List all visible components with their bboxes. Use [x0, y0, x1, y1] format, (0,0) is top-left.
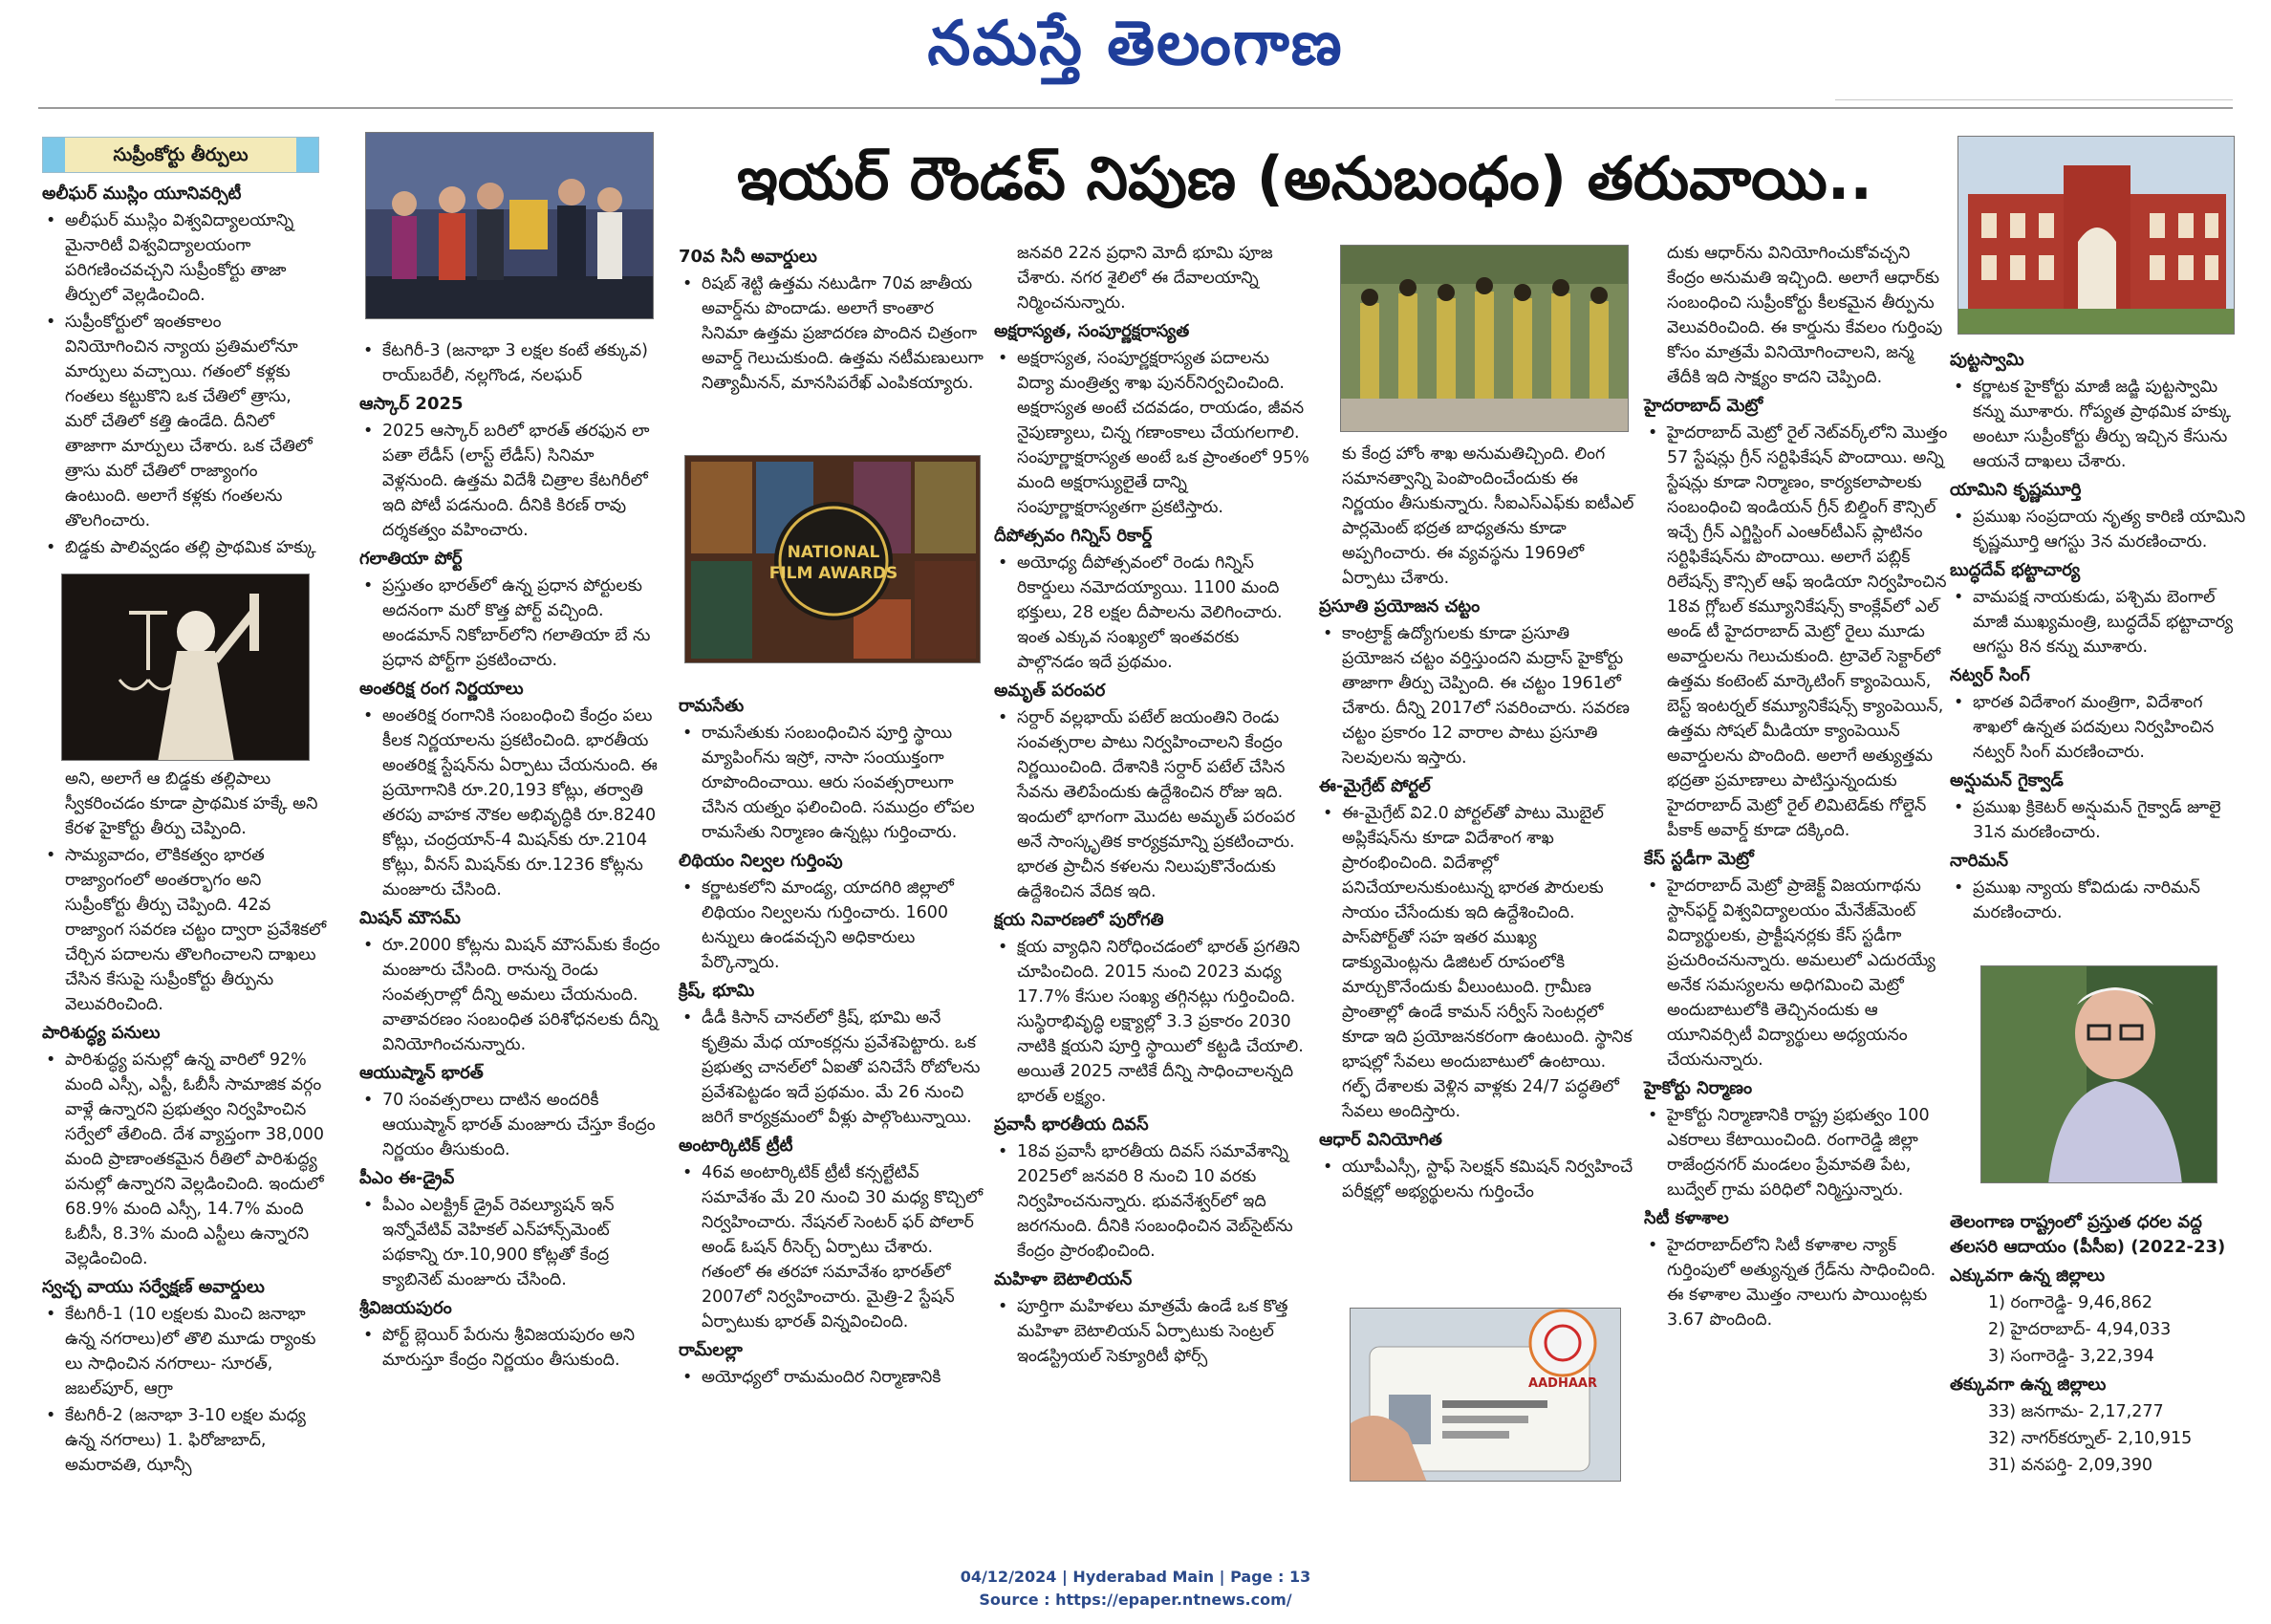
- news-bullet: • ప్రస్తుతం భారత్‌లో ఉన్న ప్రధాన పోర్టులకు అదనంగా మరో కొత్త పోర్ట్ వచ్చింది. అండమాన్ నికోబార్‌లోని గలాతియా బే ను ప్రధాన పోర్ట్‌గా ప్రకటించారు.: [359, 574, 663, 673]
- news-bullet: • భారత విదేశాంగ మంత్రిగా, విదేశాంగ శాఖలో ఉన్నత పదవులు నిర్వహించిన నట్వర్ సింగ్ మరణించారు.: [1950, 690, 2252, 765]
- column-6: [1644, 241, 1948, 1334]
- section-heading: లిథియం నిల్వల గుర్తింపు: [679, 851, 843, 871]
- section-heading: శ్రీవిజయపురం: [359, 1298, 452, 1318]
- section-heading: మిషన్ మౌసమ్: [359, 908, 461, 928]
- footer-source-link[interactable]: Source : https://epaper.ntnews.com/: [979, 1591, 1292, 1609]
- footer-date-line: 04/12/2024 | Hyderabad Main | Page : 13: [960, 1568, 1311, 1586]
- news-bullet: • హైకోర్టు నిర్మాణానికి రాష్ట్ర ప్రభుత్వం 100 ఎకరాలు కేటాయించింది. రంగారెడ్డి జిల్లా రాజేంద్రనగర్ మండలం ప్రేమావతి పేట, బుద్వేల్ గ్రామ పరిధిలో నిర్మిస్తున్నారు.: [1644, 1103, 1948, 1202]
- section-heading: హైదరాబాద్ మెట్రో: [1644, 396, 1763, 416]
- section-heading: స్వచ్ఛ వాయు సర్వేక్షణ్ అవార్డులు: [42, 1277, 265, 1297]
- section-heading: పుట్టస్వామి: [1950, 350, 2024, 370]
- section-heading: హైకోర్టు నిర్మాణం: [1644, 1078, 1753, 1098]
- news-bullet: • అంతరిక్ష రంగానికి సంబంధించి కేంద్రం పలు కీలక నిర్ణయాలను ప్రకటించింది. భారతీయ అంతరిక్ష స్టేషన్‌ను ఏర్పాటు చేయనుంది. ఈ ప్రయోగానికి రూ.20,193 కోట్లు, తర్వాతి తరపు వాహక నౌకల అభివృద్ధికి రూ.8240 కోట్లు, చంద్రయాన్-4 మిషన్‌కు రూ.2104 కోట్లు, వీనస్ మిషన్‌కు రూ.1236 కోట్లను మంజూరు చేసింది.: [359, 704, 663, 902]
- university-building-photo: [1957, 136, 2235, 335]
- section-heading: 70వ సినీ అవార్డులు: [679, 247, 817, 267]
- section-heading: ఎక్కువగా ఉన్న జిల్లాలు: [1950, 1266, 2106, 1286]
- section-heading: సిటీ కళాశాల: [1644, 1208, 1729, 1228]
- column-1-bottom: [42, 767, 329, 1480]
- section-heading: యామిని కృష్ణమూర్తి: [1950, 480, 2082, 500]
- news-bullet: • అక్షరాస్యత, సంపూర్ణక్షరాస్యత పదాలను విద్యా మంత్రిత్వ శాఖ పునర్‌నిర్వచించింది. అక్షరాస్యత అంటే చదవడం, రాయడం, జీవన నైపుణ్యాలు, చిన్న గణాంకాలు చేయగలగాలి. సంపూర్ణాక్షరాస్యత అంటే ఒక ప్రాంతంలో 95% మంది అక్షరాస్యులైతే దాన్ని సంపూర్ణాక్షరాస్యతగా ప్రకటిస్తారు.: [994, 346, 1309, 520]
- news-bullet: • ప్రముఖ క్రికెటర్ అన్షుమన్ గైక్వాడ్ జూలై 31న మరణించారు.: [1950, 795, 2252, 845]
- news-paragraph: కు కేంద్ర హోం శాఖ అనుమతిచ్చింది. లింగ సమానత్వాన్ని పెంపొందించేందుకు ఈ నిర్ణయం తీసుకున్నారు. సీఐఎస్‌ఎఫ్‌కు ఐటీఎల్ పార్లమెంట్ భద్రత బాధ్యతను కూడా అప్పగించారు. ఈ వ్యవస్థను 1969లో ఏర్పాటు చేశారు.: [1342, 444, 1634, 588]
- news-bullet: • అయోధ్య దీపోత్సవంలో రెండు గిన్నిస్ రికార్డులు నమోదయ్యాయి. 1100 మంది భక్తులు, 28 లక్షల దీపాలను వెలిగించారు. ఇంత ఎక్కువ సంఖ్యలో ఇంతవరకు పాల్గొనడం ఇదే ప్రథమం.: [994, 551, 1309, 675]
- section-heading: అమృత్ పరంపర: [994, 681, 1106, 701]
- pci-title: తెలంగాణ రాష్ట్రంలో ప్రస్తుత ధరల వద్ద తలసరి ఆదాయం (పీసీఐ) (2022-23): [1950, 1212, 2226, 1257]
- masthead-rule: [38, 107, 2233, 109]
- parade-photo: [1340, 245, 1629, 432]
- award-ceremony-photo: [365, 132, 654, 319]
- section-heading: రామసేతు: [679, 696, 745, 716]
- masthead-thin-rule: [1835, 99, 2233, 100]
- aadhaar-logo-text: AADHAAR: [1528, 1376, 1597, 1391]
- news-bullet: • అయోధ్యలో రామమందిర నిర్మాణానికి: [679, 1365, 984, 1390]
- news-paragraph: దుకు ఆధార్‌ను వినియోగించుకోవచ్చని కేంద్రం అనుమతి ఇచ్చింది. అలాగే ఆధార్‌కు సంబంధించి సుప్రీంకోర్టు కీలకమైన తీర్పును వెలువరించింది. ఈ కార్డును కేవలం గుర్తింపు కోసం మాత్రమే వినియోగించాలని, జన్మ తేదీకి ఇది సాక్ష్యం కాదని చెప్పింది.: [1667, 244, 1943, 387]
- news-bullet: • 2025 ఆస్కార్ బరిలో భారత్ తరఫున లా పతా లేడీస్ (లాస్ట్ లేడీస్) సినిమా వెళ్లనుంది. ఉత్తమ విదేశీ చిత్రాల కేటగిరీలో ఇది పోటీ పడనుంది. దీనికి కిరణ్ రావు దర్శకత్వం వహించారు.: [359, 419, 663, 543]
- news-bullet: • హైదరాబాద్ మెట్రో రైల్ నెట్‌వర్క్‌లోని మొత్తం 57 స్టేషన్లు గ్రీన్ సర్టిఫికేషన్ పొందాయి. అన్ని స్టేషన్లు కూడా నిర్మాణం, కార్యకలాపాలకు సంబంధించి ఇండియన్ గ్రీన్ బిల్డింగ్ కౌన్సిల్ ఇచ్చే గ్రీన్ ఎగ్జిస్టింగ్ ఎంఆర్‌టీఎస్ ప్లాటినం సర్టిఫికేషన్‌ను పొందాయి. అలాగే పబ్లిక్ రిలేషన్స్ కౌన్సిల్ ఆఫ్ ఇండియా నిర్వహించిన 18వ గ్లోబల్ కమ్యూనికేషన్స్ కాంక్లేవ్‌లో ఎల్ అండ్ టీ హైదరాబాద్ మెట్రో రైలు మూడు అవార్డులను గెలుచుకుంది. ట్రావెల్ సెక్టార్‌లో ఉత్తమ కంటెంట్ మార్కెటింగ్ క్యాంపెయిన్, బెస్ట్ ఇంటర్నల్ కమ్యూనికేషన్స్ క్యాంపెయిన్, ఉత్తమ సోషల్ మీడియా క్యాంపెయిన్ అవార్డులను పొందింది. అలాగే అత్యుత్తమ భద్రతా ప్రమాణాలు పాటిస్తున్నందుకు హైదరాబాద్ మెట్రో రైల్ లిమిటెడ్‌కు గోల్డెన్ పీకాక్ అవార్డ్ కూడా దక్కింది.: [1644, 421, 1948, 843]
- news-bullet: • పోర్ట్ బ్లెయిర్ పేరును శ్రీవిజయపురం అని మారుస్తూ కేంద్రం నిర్ణయం తీసుకుంది.: [359, 1323, 663, 1373]
- section-heading: తక్కువగా ఉన్న జిల్లాలు: [1950, 1375, 2107, 1395]
- section-badge: సుప్రీంకోర్టు తీర్పులు: [42, 137, 319, 173]
- news-bullet: • వామపక్ష నాయకుడు, పశ్చిమ బెంగాల్ మాజీ ముఖ్యమంత్రి, బుద్ధదేవ్ భట్టాచార్య ఆగస్టు 8న కన్ను మూశారు.: [1950, 585, 2252, 660]
- section-heading: దీపోత్సవం గిన్నిస్ రికార్డ్: [994, 526, 1153, 546]
- news-bullet: • కాంట్రాక్ట్ ఉద్యోగులకు కూడా ప్రసూతి ప్రయోజన చట్టం వర్తిస్తుందని మద్రాస్ హైకోర్టు తాజాగా తీర్పు చెప్పింది. ఈ చట్టం 1961లో చేశారు. దీన్ని 2017లో సవరించారు. సవరణ చట్టం ప్రకారం 12 వారాల పాటు ప్రసూతి సెలవులను ఇస్తారు.: [1319, 621, 1634, 770]
- section-heading: ప్రసూతి ప్రయోజన చట్టం: [1319, 596, 1481, 617]
- section-heading: పీఎం ఈ-డ్రైవ్: [359, 1168, 455, 1188]
- pci-low-32: 32) నాగర్‌కర్నూల్- 2,10,915: [1988, 1429, 2193, 1448]
- news-bullet: • 46వ అంటార్కిటిక్ ట్రీటీ కన్సల్టేటివ్ సమావేశం మే 20 నుంచి 30 మధ్య కొచ్చిలో నిర్వహించారు. నేషనల్ సెంటర్ ఫర్ పోలార్ అండ్ ఓషన్ రీసెర్చ్ ఏర్పాటు చేశారు. గతంలో ఈ తరహా సమావేశం భారత్‌లో 2007లో నిర్వహించారు. మైత్రి-2 స్టేషన్ ఏర్పాటుకు భారత్ విన్నవించింది.: [679, 1160, 984, 1334]
- news-bullet: • సామ్యవాదం, లౌకికత్వం భారత రాజ్యాంగంలో అంతర్భాగం అని సుప్రీంకోర్టు తీర్పు చెప్పింది. 42వ రాజ్యాంగ సవరణ చట్టం ద్వారా ప్రవేశికలో చేర్చిన పదాలను తొలగించాలని దాఖలు చేసిన కేసుపై సుప్రీంకోర్టు తీర్పును వెలువరించింది.: [42, 843, 329, 1017]
- section-heading: నట్వర్ సింగ్: [1950, 665, 2030, 685]
- news-bullet: • బిడ్డకు పాలివ్వడం తల్లి ప్రాథమిక హక్కు: [42, 535, 319, 560]
- film-awards-line2: FILM AWARDS: [768, 564, 898, 583]
- column-7-top: [1950, 344, 2252, 927]
- section-heading: బుద్ధదేవ్ భట్టాచార్య: [1950, 560, 2081, 580]
- pci-low-31: 31) వనపర్తి- 2,09,390: [1988, 1456, 2153, 1475]
- section-heading: క్షయ నివారణలో పురోగతి: [994, 910, 1164, 930]
- justice-statue-photo: [61, 574, 310, 761]
- pci-high-3: 3) సంగారెడ్డి- 3,22,394: [1988, 1347, 2154, 1366]
- section-heading: ప్రవాసీ భారతీయ దివస్: [994, 1115, 1149, 1135]
- news-paragraph: అని, అలాగే ఆ బిడ్డకు తల్లిపాలు స్వీకరించడం కూడా ప్రాథమిక హక్కే అని కేరళ హైకోర్టు తీర్పు చెప్పింది.: [65, 769, 318, 838]
- page-headline: ఇయర్ రౌండప్ నిపుణ (అనుబంధం) తరువాయి..: [737, 143, 1872, 213]
- film-awards-line1: NATIONAL: [787, 543, 880, 562]
- portrait-photo: [1980, 965, 2217, 1183]
- news-bullet: • కేటగిరీ-2 (జనాభా 3-10 లక్షల మధ్య ఉన్న నగరాలు) 1. ఫిరోజాబాద్, అమరావతి, ఝాన్సీ: [42, 1403, 329, 1478]
- column-3-top: [679, 241, 984, 398]
- news-bullet: • హైదరాబాద్ మెట్రో ప్రాజెక్ట్ విజయగాథను స్టాన్‌ఫర్డ్ విశ్వవిద్యాలయం మేనేజ్‌మెంట్ విద్యార్థులకు, ప్రాక్టీషనర్లకు కేస్ స్టడీగా ప్రచురించనున్నారు. అమలులో ఎదురయ్యే అనేక సమస్యలను అధిగమించి మెట్రో అందుబాటులోకి తెచ్చినందుకు ఆ యూనివర్సిటీ విద్యార్థులు అధ్యయనం చేయనున్నారు.: [1644, 874, 1948, 1072]
- section-heading: అన్షుమన్ గైక్వాడ్: [1950, 770, 2064, 790]
- news-bullet: • రామసేతుకు సంబంధించిన పూర్తి స్థాయి మ్యాపింగ్‌ను ఇస్రో, నాసా సంయుక్తంగా రూపొందించాయి. ఆరు సంవత్సరాలుగా చేసిన యత్నం ఫలించింది. సముద్రం లోపల రామసేతు నిర్మాణం ఉన్నట్లు గుర్తించారు.: [679, 721, 984, 845]
- news-bullet: • సుప్రీంకోర్టులో ఇంతకాలం వినియోగించిన న్యాయ ప్రతిమలోనూ మార్పులు వచ్చాయి. గతంలో కళ్లకు గంతలు కట్టుకొని ఒక చేతిలో త్రాసు, మరో చేతిలో కత్తి ఉండేది. దీనిలో తాజాగా మార్పులు చేశారు. ఒక చేతిలో త్రాసు మరో చేతిలో రాజ్యాంగం ఉంటుంది. అలాగే కళ్లకు గంతలను తొలగించారు.: [42, 310, 319, 533]
- news-bullet: • యూపీఎస్సీ, స్టాఫ్ సెలక్షన్ కమిషన్ నిర్వహించే పరీక్షల్లో అభ్యర్థులను గుర్తించేం: [1319, 1155, 1634, 1204]
- news-bullet: • కర్ణాటక హైకోర్టు మాజీ జడ్జి పుట్టస్వామి కన్ను మూశారు. గోప్యత ప్రాథమిక హక్కు అంటూ సుప్రీంకోర్టు తీర్పు ఇచ్చిన కేసును ఆయనే దాఖలు చేశారు.: [1950, 375, 2252, 474]
- section-heading: క్రిష్, భూమి: [679, 981, 755, 1001]
- section-heading: కేస్ స్టడీగా మెట్రో: [1644, 849, 1754, 869]
- news-bullet: • పీఎం ఎలక్ట్రిక్ డ్రైవ్ రెవల్యూషన్ ఇన్ ఇన్నోవేటివ్ వెహికల్ ఎన్‌హాన్స్‌మెంట్ పథకాన్ని రూ.10,900 కోట్లతో కేంద్ర క్యాబినెట్ మంజూరు చేసింది.: [359, 1193, 663, 1292]
- section-heading: గలాతియా పోర్ట్: [359, 549, 463, 569]
- section-heading: నారిమన్: [1950, 851, 2009, 871]
- section-heading: అక్షరాస్యత, సంపూర్ణక్షరాస్యత: [994, 321, 1190, 341]
- column-2: [359, 338, 663, 1375]
- pci-high-1: 1) రంగారెడ్డి- 9,46,862: [1988, 1293, 2153, 1312]
- news-paragraph: జనవరి 22న ప్రధాని మోదీ భూమి పూజ చేశారు. నగర శైలిలో ఈ దేవాలయాన్ని నిర్మించనున్నారు.: [1017, 244, 1273, 313]
- news-bullet: • 18వ ప్రవాసీ భారతీయ దివస్ సమావేశాన్ని 2025లో జనవరి 8 నుంచి 10 వరకు నిర్వహించనున్నారు. భువనేశ్వర్‌లో ఇది జరగనుంది. దీనికి సంబంధించిన వెబ్‌సైట్‌ను కేంద్రం ప్రారంభించింది.: [994, 1139, 1309, 1264]
- news-bullet: • సర్దార్ వల్లభాయ్ పటేల్ జయంతిని రెండు సంవత్సరాల పాటు నిర్వహించాలని కేంద్రం నిర్ణయించింది. దేశానికి సర్దార్ పటేల్ చేసిన సేవను తెలిపేందుకు ఉద్దేశించిన రోజు ఇది. ఇందులో భాగంగా మొదట అమృత్ పరంపర అనే సాంస్కృతిక కార్యక్రమాన్ని ప్రకటించారు. భారత ప్రాచీన కళలను నిలుపుకొనేందుకు ఉద్దేశించిన వేదిక ఇది.: [994, 705, 1309, 904]
- column-3-bottom: [679, 690, 984, 1392]
- column-5: [1319, 442, 1634, 1206]
- section-heading: అంతరిక్ష రంగ నిర్ణయాలు: [359, 679, 524, 699]
- aadhaar-card-photo: [1350, 1308, 1621, 1482]
- section-heading: అలీఘర్ ముస్లిం యూనివర్సిటీ: [42, 184, 242, 204]
- news-bullet: • డీడీ కిసాన్ చానల్‌లో క్రిష్, భూమి అనే కృత్రిమ మేధ యాంకర్లను ప్రవేశపెట్టారు. ఒక ప్రభుత్వ చానల్‌లో ఏఐతో పనిచేసే రోబోలను ప్రవేశపెట్టడం ఇదే ప్రథమం. మే 26 నుంచి జరిగే కార్యక్రమంలో వీళ్లు పాల్గొంటున్నాయి.: [679, 1006, 984, 1130]
- news-bullet: • కర్ణాటకలోని మాండ్య, యాదగిరి జిల్లాలో లిథియం నిల్వలను గుర్తించారు. 1600 టన్నులు ఉండవచ్చని అధికారులు పేర్కొన్నారు.: [679, 876, 984, 975]
- national-film-awards-photo: [684, 455, 981, 663]
- news-bullet: • కేటగిరీ-1 (10 లక్షలకు మించి జనాభా ఉన్న నగరాలు)లో తొలి మూడు ర్యాంకు లు సాధించిన నగరాలు- సూరత్, జబల్‌పూర్, ఆగ్రా: [42, 1302, 329, 1401]
- news-bullet: • 70 సంవత్సరాలు దాటిన అందరికీ ఆయుష్మాన్ భారత్ మంజూరు చేస్తూ కేంద్రం నిర్ణయం తీసుకుంది.: [359, 1088, 663, 1162]
- column-1-top: [42, 178, 319, 562]
- section-heading: ఆస్కార్ 2025: [359, 394, 464, 414]
- news-bullet: • ప్రముఖ సంప్రదాయ నృత్య కారిణి యామిని కృష్ణమూర్తి ఆగస్టు 3న మరణించారు.: [1950, 505, 2252, 554]
- news-bullet: • ప్రముఖ న్యాయ కోవిదుడు నారిమన్ మరణించారు.: [1950, 876, 2252, 925]
- section-heading: పారిశుద్ధ్య పనులు: [42, 1023, 161, 1043]
- news-bullet: • పారిశుద్ధ్య పనుల్లో ఉన్న వారిలో 92% మంది ఎస్సీ, ఎస్టీ, ఓబీసీ సామాజిక వర్గం వాళ్లే ఉన్నారని ప్రభుత్వం నిర్వహించిన సర్వేలో తేలింది. దేశ వ్యాప్తంగా 38,000 మంది ప్రాణాంతకమైన రీతిలో పారిశుద్ధ్య పనుల్లో ఉన్నారని వెల్లడించింది. ఇందులో 68.9% మంది ఎస్సీ, 14.7% మంది ఓబీసీ, 8.3% మంది ఎస్టీలు ఉన్నారని వెల్లడించింది.: [42, 1048, 329, 1271]
- news-bullet: • అలీఘర్ ముస్లిం విశ్వవిద్యాలయాన్ని మైనారిటీ విశ్వవిద్యాలయంగా పరిగణించవచ్చని సుప్రీంకోర్టు తాజా తీర్పులో వెల్లడించింది.: [42, 208, 319, 308]
- news-bullet: • హైదరాబాద్‌లోని సిటీ కళాశాల న్యాక్ గుర్తింపులో అత్యున్నత గ్రేడ్‌ను సాధించింది. ఈ కళాశాల మొత్తం నాలుగు పాయింట్లకు 3.67 పొందింది.: [1644, 1233, 1948, 1332]
- section-heading: మహిళా బెటాలియన్: [994, 1269, 1133, 1289]
- news-bullet: • పూర్తిగా మహిళలు మాత్రమే ఉండే ఒక కొత్త మహిళా బెటాలియన్ ఏర్పాటుకు సెంట్రల్ ఇండస్ట్రియల్ సెక్యూరిటీ ఫోర్స్: [994, 1294, 1309, 1369]
- section-heading: ఈ-మైగ్రేట్ పోర్టల్: [1319, 776, 1431, 796]
- column-4: [994, 241, 1309, 1371]
- section-heading: ఆయుష్మాన్ భారత్: [359, 1063, 484, 1083]
- section-heading: అంటార్కిటిక్ ట్రీటీ: [679, 1136, 793, 1156]
- masthead: నమస్తే తెలంగాణ: [927, 8, 1344, 79]
- pci-high-2: 2) హైదరాబాద్- 4,94,033: [1988, 1320, 2172, 1339]
- news-bullet: • రిషబ్ శెట్టి ఉత్తమ నటుడిగా 70వ జాతీయ అవార్డ్‌ను పొందాడు. అలాగే కాంతార సినిమా ఉత్తమ ప్రజాదరణ పొందిన చిత్రంగా అవార్డ్ గెలుచుకుంది. ఉత్తమ నటీమణులుగా నిత్యామీనన్, మానసిపరేఖ్ ఎంపికయ్యారు.: [679, 271, 984, 396]
- pci-low-33: 33) జనగామ- 2,17,277: [1988, 1402, 2164, 1421]
- section-heading: ఆధార్ వినియోగిత: [1319, 1130, 1442, 1150]
- news-bullet: • క్షయ వ్యాధిని నిరోధించడంలో భారత్ ప్రగతిని చూపించింది. 2015 నుంచి 2023 మధ్య 17.7% కేసుల సంఖ్య తగ్గినట్లు గుర్తించింది. సుస్థిరాభివృద్ధి లక్ష్యాల్లో 3.3 ప్రకారం 2030 నాటికి క్షయని పూర్తి స్థాయిలో కట్టడి చేయాలి. అయితే 2025 నాటికే దీన్ని సాధించాలన్నది భారత్ లక్ష్యం.: [994, 935, 1309, 1109]
- column-7-pci-box: [1950, 1206, 2252, 1480]
- section-heading: రామ్‌లల్లా: [679, 1340, 743, 1360]
- news-bullet: • కేటగిరీ-3 (జనాభా 3 లక్షల కంటే తక్కువ) రాయ్‌బరేలీ, నల్లగొండ, నలఘర్: [359, 338, 663, 388]
- news-bullet: • ఈ-మైగ్రేట్ వి2.0 పోర్టల్‌తో పాటు మొబైల్ అప్లికేషన్‌ను కూడా విదేశాంగ శాఖ ప్రారంభించింది. విదేశాల్లో పనిచేయాలనుకుంటున్న భారత పౌరులకు సాయం చేసేందుకు ఇది ఉద్దేశించింది. పాస్‌పోర్ట్‌తో సహ ఇతర ముఖ్య డాక్యుమెంట్లను డిజిటల్ రూపంలోకి మార్చుకొనేందుకు వీలుంటుంది. గ్రామీణ ప్రాంతాల్లో ఉండే కామన్ సర్వీస్ సెంటర్లలో కూడా ఇది ప్రయోజనకరంగా ఉంటుంది. స్థానిక భాషల్లో సేవలు అందుబాటులో ఉంటాయి. గల్ఫ్ దేశాలకు వెళ్లిన వాళ్లకు 24/7 పద్ధతిలో సేవలు అందిస్తారు.: [1319, 801, 1634, 1124]
- news-bullet: • రూ.2000 కోట్లను మిషన్ మౌసమ్‌కు కేంద్రం మంజూరు చేసింది. రానున్న రెండు సంవత్సరాల్లో దీన్ని అమలు చేయనుంది. వాతావరణం సంబంధిత పరిశోధనలకు దీన్ని వినియోగించనున్నారు.: [359, 933, 663, 1057]
